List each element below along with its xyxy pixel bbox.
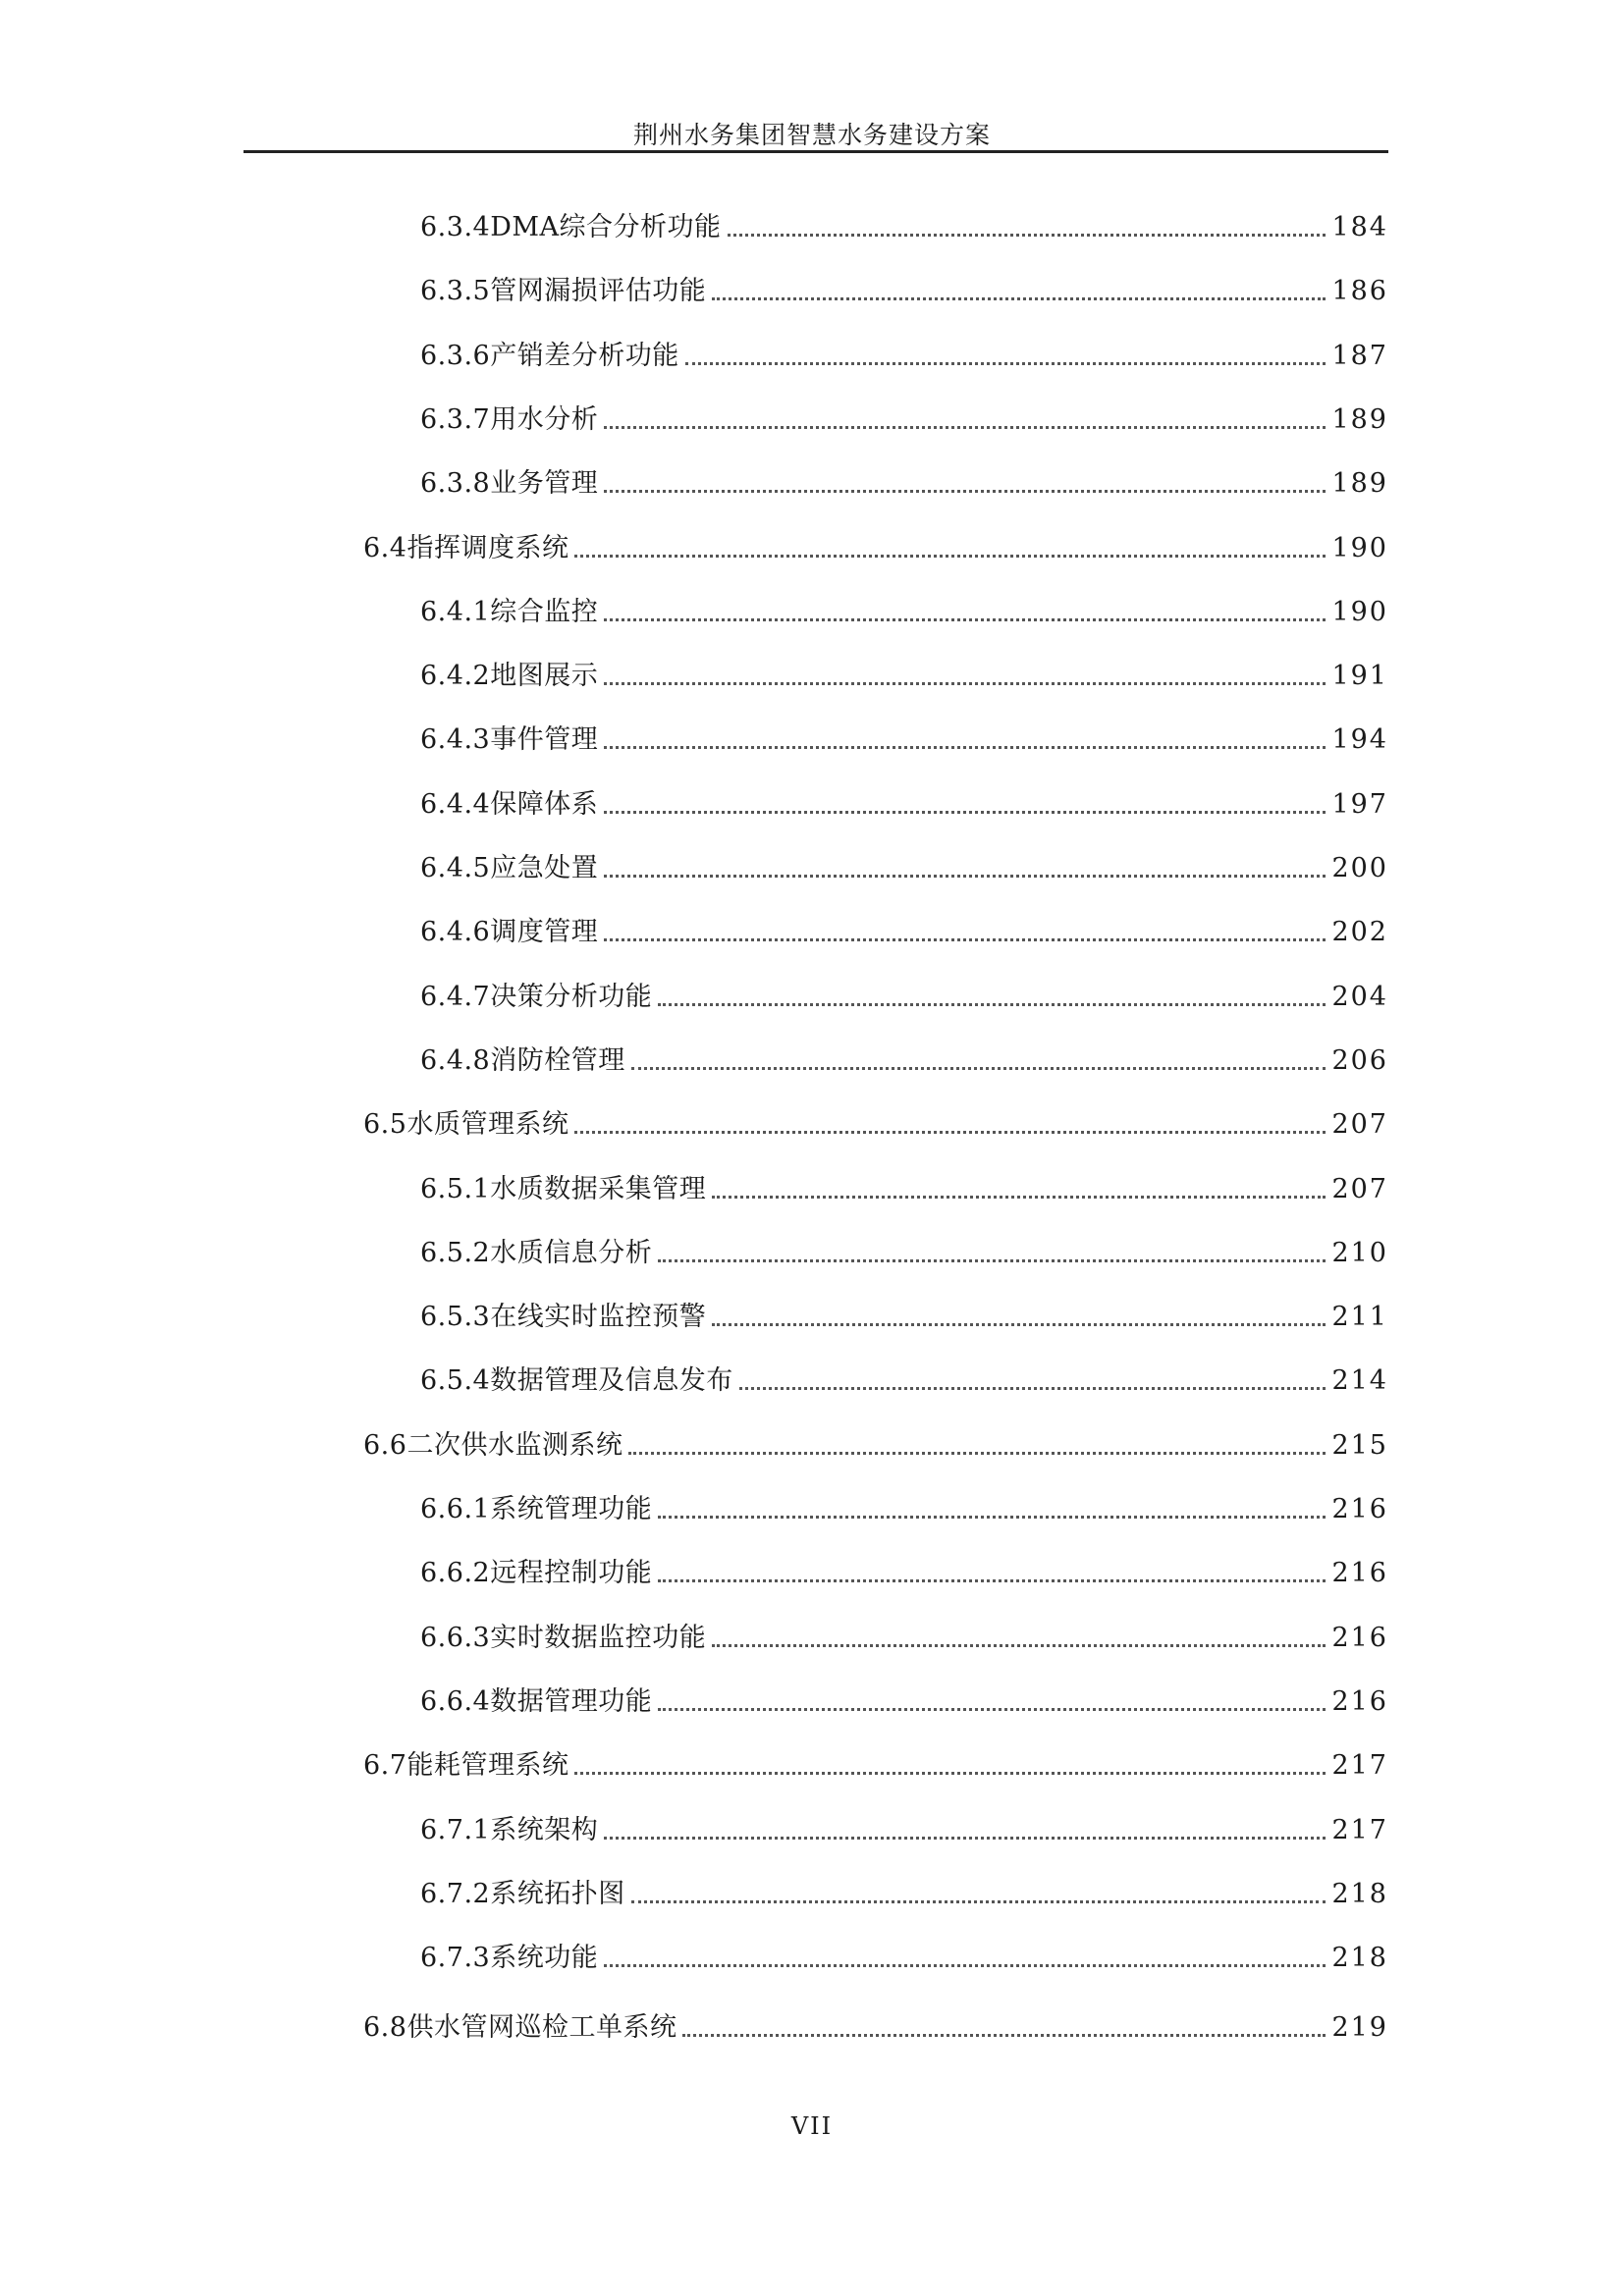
toc-entry-page-number: 216: [1331, 1685, 1388, 1717]
toc-entry-title: 6.4.3事件管理: [420, 724, 599, 756]
toc-dot-leader: [604, 746, 1326, 749]
toc-entry-title: 6.4.1综合监控: [420, 596, 599, 627]
toc-dot-leader: [712, 1196, 1326, 1199]
toc-entry-page-number: 184: [1331, 212, 1388, 242]
toc-entry-page-number: 189: [1331, 403, 1388, 435]
toc-dot-leader: [712, 1323, 1326, 1326]
toc-dot-leader: [604, 875, 1326, 878]
toc-entry-title: 6.3.6产销差分析功能: [420, 340, 679, 371]
toc-entry[interactable]: [420, 400, 1388, 440]
toc-entry-title: 6.5.1水质数据采集管理: [420, 1173, 707, 1204]
toc-dot-leader: [728, 234, 1326, 237]
toc-entry-title: 6.6.1系统管理功能: [420, 1494, 653, 1524]
toc-dot-leader: [685, 362, 1326, 365]
toc-entry-title: 6.3.4DMA综合分析功能: [420, 212, 722, 242]
toc-entry-page-number: 219: [1331, 2012, 1388, 2044]
toc-entry-page-number: 204: [1331, 981, 1388, 1012]
toc-entry-title: 6.3.8业务管理: [420, 468, 599, 500]
toc-dot-leader: [604, 426, 1326, 429]
toc-entry[interactable]: [420, 337, 1388, 376]
toc-dot-leader: [574, 555, 1326, 558]
toc-entry-title: 6.7能耗管理系统: [363, 1750, 569, 1782]
toc-entry-page-number: 218: [1331, 1878, 1388, 1909]
toc-entry-title: 6.6.3实时数据监控功能: [420, 1622, 707, 1653]
toc-entry[interactable]: [363, 1105, 1388, 1145]
toc-entry[interactable]: [420, 1298, 1388, 1337]
toc-entry[interactable]: [420, 1619, 1388, 1658]
toc-entry-page-number: 194: [1331, 724, 1388, 756]
toc-entry-page-number: 216: [1331, 1558, 1388, 1589]
toc-dot-leader: [739, 1387, 1326, 1390]
toc-entry[interactable]: [420, 1554, 1388, 1593]
toc-entry[interactable]: [420, 593, 1388, 632]
toc-entry-page-number: 190: [1331, 532, 1388, 563]
document-header-title: 荆州水务集团智慧水务建设方案: [632, 121, 991, 149]
toc-dot-leader: [604, 938, 1326, 941]
toc-entry-page-number: 217: [1331, 1814, 1388, 1845]
toc-entry-page-number: 197: [1331, 788, 1388, 820]
toc-dot-leader: [574, 1772, 1326, 1775]
toc-entry[interactable]: [420, 1170, 1388, 1209]
toc-entry[interactable]: [363, 1426, 1388, 1466]
toc-entry[interactable]: [420, 1939, 1388, 1978]
toc-entry-title: 6.7.2系统拓扑图: [420, 1878, 625, 1909]
toc-entry[interactable]: [420, 1490, 1388, 1529]
toc-entry[interactable]: [420, 978, 1388, 1017]
toc-entry-page-number: 200: [1331, 853, 1388, 883]
toc-dot-leader: [631, 1067, 1326, 1070]
toc-entry-page-number: 216: [1331, 1494, 1388, 1524]
toc-entry[interactable]: [420, 1811, 1388, 1850]
toc-entry[interactable]: [420, 464, 1388, 504]
toc-entry-title: 6.4.6调度管理: [420, 917, 599, 948]
toc-entry-title: 6.6二次供水监测系统: [363, 1429, 623, 1461]
toc-entry-page-number: 216: [1331, 1622, 1388, 1653]
toc-dot-leader: [604, 490, 1326, 493]
toc-entry-page-number: 207: [1331, 1109, 1388, 1141]
toc-entry[interactable]: [420, 1041, 1388, 1081]
toc-entry[interactable]: [420, 1362, 1388, 1401]
toc-entry-title: 6.6.2远程控制功能: [420, 1558, 653, 1589]
toc-entry[interactable]: [420, 657, 1388, 696]
toc-entry-title: 6.4.2地图展示: [420, 661, 599, 692]
toc-dot-leader: [628, 1452, 1326, 1455]
toc-entry-page-number: 189: [1331, 468, 1388, 500]
toc-entry-page-number: 186: [1331, 276, 1388, 307]
toc-entry[interactable]: [420, 1682, 1388, 1722]
toc-dot-leader: [658, 1516, 1326, 1519]
toc-entry-page-number: 211: [1331, 1302, 1388, 1333]
toc-entry[interactable]: [420, 785, 1388, 825]
toc-entry-page-number: 202: [1331, 917, 1388, 948]
toc-entry-page-number: 218: [1331, 1943, 1388, 1974]
toc-dot-leader: [604, 682, 1326, 685]
toc-dot-leader: [658, 1259, 1326, 1262]
toc-entry[interactable]: [420, 272, 1388, 311]
toc-entry-page-number: 207: [1331, 1173, 1388, 1204]
toc-dot-leader: [712, 297, 1326, 300]
toc-entry[interactable]: [420, 913, 1388, 952]
toc-entry-title: 6.5.2水质信息分析: [420, 1237, 653, 1268]
toc-entry[interactable]: [420, 721, 1388, 760]
toc-entry-page-number: 190: [1331, 596, 1388, 627]
toc-entry-title: 6.4.8消防栓管理: [420, 1044, 625, 1076]
toc-entry-page-number: 217: [1331, 1750, 1388, 1782]
toc-entry[interactable]: [363, 529, 1388, 568]
toc-entry[interactable]: [420, 1234, 1388, 1273]
toc-entry-title: 6.5水质管理系统: [363, 1109, 569, 1141]
toc-entry-title: 6.7.3系统功能: [420, 1943, 599, 1974]
toc-entry-title: 6.8供水管网巡检工单系统: [363, 2012, 677, 2044]
toc-dot-leader: [682, 2034, 1326, 2037]
toc-entry-title: 6.3.7用水分析: [420, 403, 599, 435]
toc-entry-page-number: 187: [1331, 340, 1388, 371]
toc-entry-page-number: 206: [1331, 1044, 1388, 1076]
toc-dot-leader: [658, 1708, 1326, 1711]
toc-entry[interactable]: [420, 208, 1388, 247]
toc-entry-title: 6.5.3在线实时监控预警: [420, 1302, 707, 1333]
toc-dot-leader: [658, 1579, 1326, 1582]
toc-entry-title: 6.4.7决策分析功能: [420, 981, 653, 1012]
toc-dot-leader: [604, 618, 1326, 621]
toc-dot-leader: [604, 1964, 1326, 1967]
toc-entry-title: 6.7.1系统架构: [420, 1814, 599, 1845]
toc-entry-page-number: 214: [1331, 1365, 1388, 1397]
toc-dot-leader: [712, 1644, 1326, 1647]
toc-entry-title: 6.3.5管网漏损评估功能: [420, 276, 707, 307]
toc-dot-leader: [604, 1837, 1326, 1840]
toc-entry-title: 6.4.4保障体系: [420, 788, 599, 820]
toc-dot-leader: [658, 1003, 1326, 1006]
toc-dot-leader: [574, 1131, 1326, 1134]
toc-entry-page-number: 191: [1331, 661, 1388, 692]
toc-dot-leader: [604, 811, 1326, 814]
toc-entry-title: 6.4指挥调度系统: [363, 532, 569, 563]
toc-dot-leader: [631, 1900, 1326, 1903]
toc-entry[interactable]: [363, 1746, 1388, 1786]
toc-entry-title: 6.4.5应急处置: [420, 853, 599, 883]
toc-entry-page-number: 210: [1331, 1237, 1388, 1268]
page-number: VII: [790, 2112, 834, 2140]
toc-entry-page-number: 215: [1331, 1429, 1388, 1461]
toc-entry[interactable]: [420, 849, 1388, 888]
toc-entry[interactable]: [420, 1875, 1388, 1914]
toc-entry-title: 6.6.4数据管理功能: [420, 1685, 653, 1717]
toc-entry-title: 6.5.4数据管理及信息发布: [420, 1365, 733, 1397]
toc-entry[interactable]: [363, 2008, 1388, 2048]
